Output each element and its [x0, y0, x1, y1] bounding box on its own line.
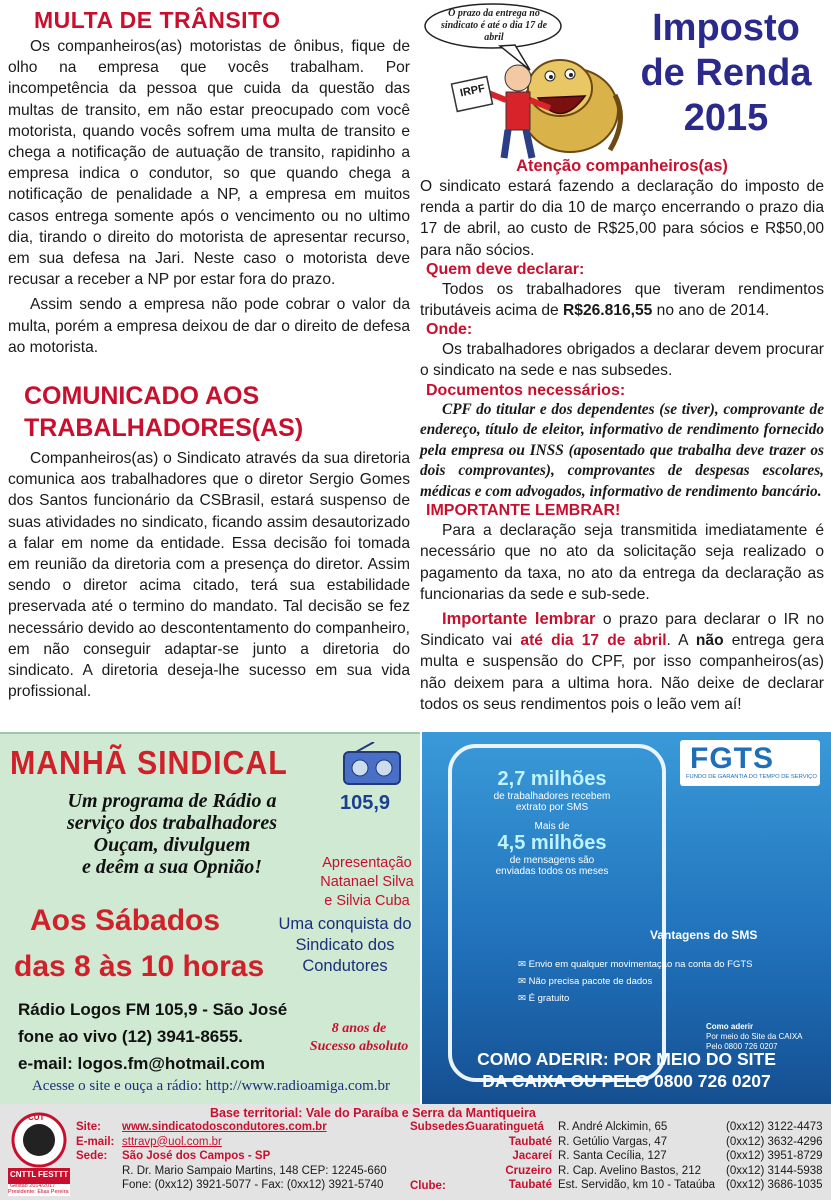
sede-city: São José dos Campos - SP [122, 1150, 271, 1163]
sede-address: R. Dr. Mario Sampaio Martins, 148 CEP: 12245-660 [122, 1164, 387, 1177]
subsede-row [466, 1149, 828, 1164]
email-row [76, 1135, 416, 1150]
site-link[interactable]: www.sindicatodoscondutores.com.br [122, 1121, 327, 1133]
imposto-title-3: 2015 [683, 97, 769, 139]
sede-label: Sede: [76, 1150, 108, 1163]
radio-email: e-mail: logos.fm@hotmail.com [18, 1054, 266, 1073]
fgts-logo-text: FGTS [690, 742, 774, 775]
final-f: entrega gera multa e suspensão do CPF, por isso companheiros(as) não deixem para a ultima hora. Não deixe de declarar todos os seus rendimentos pois o leão vem aí! [420, 632, 825, 713]
vantagem-3 [518, 990, 818, 1007]
logo-cnttl: CNTTL [10, 1170, 37, 1179]
fgts-banner [422, 1048, 831, 1092]
subsede-phone: (0xx12) 3951-8729 [726, 1150, 823, 1163]
fgts-stats [462, 768, 642, 877]
multa-section [8, 4, 410, 358]
radio-station-name: Rádio Logos FM 105,9 - São José [18, 1000, 288, 1019]
vantagens-title: Vantagens do SMS [650, 928, 758, 942]
radio-phone: fone ao vivo (12) 3941-8655. [18, 1027, 243, 1046]
quem-text-a: Todos os trabalhadores que tiveram rendimentos tributáveis acima de [420, 280, 824, 320]
radio-station-info [18, 996, 287, 1077]
logo-cut: CUT [28, 1113, 45, 1122]
subsede-row [466, 1164, 828, 1179]
vantagem-2-text: Não precisa pacote de dados [528, 976, 653, 987]
stat-small-1b: extrato por SMS [515, 802, 589, 813]
anos-1: 8 anos de [331, 1021, 387, 1036]
radio-device-icon [336, 742, 408, 794]
quem-text [420, 279, 824, 321]
subsede-row [466, 1120, 828, 1135]
radio-title: MANHÃ SINDICAL [10, 744, 288, 781]
subsedes-label: Subsedes: [410, 1121, 469, 1133]
imposto-body [420, 156, 824, 715]
subsede-addr: Est. Servidão, km 10 - Tataúba [558, 1179, 716, 1192]
radio-presenters [318, 854, 416, 911]
vantagem-2 [518, 973, 818, 990]
final-b: o prazo para declarar o IR no Sindicato vai [420, 610, 824, 650]
multa-title: MULTA DE TRÂNSITO [34, 7, 281, 33]
union-logo [6, 1110, 72, 1196]
envelope-icon: ✉ [518, 976, 529, 987]
multa-paragraph-1: Os companheiros(as) motoristas de ônibus, fique de olho na empresa que vocês trabalham. Por incompetência da pessoa que cuida da questão das multas de transito, em não estar preocupado com você motorista, quando vocês sofrem uma multa de transito e chega a notificação de autuação de transito, rapidinho a empresa indica o condutor, so que quando chega a notificação de penalidade a NP, a empresa em muitos casos entrega somente após o vencimento ou no ultimo dia, tirando o direito do motorista de apresentar recurso, em sua defesa na Jari. Neste caso o motorista deve recusar a receber a NP por estar fora do prazo. [8, 38, 410, 289]
subsede-phone: (0xx12) 3144-5938 [726, 1164, 823, 1177]
slogan-line-3: Ouçam, divulguem [93, 834, 251, 856]
quem-heading: Quem deve declarar: [426, 260, 585, 278]
logo-gestao: Gestão 2014/2017 [10, 1183, 56, 1189]
aderir-title: Como aderir [706, 1022, 754, 1031]
comunicado-paragraph: Companheiros(as) o Sindicato através da sua diretoria comunica aos trabalhadores que o diretor Sergio Gomes dos Santos funcionário da CSBrasil, estará suspenso de suas atividades no sindicato, ficando assim desautorizado a falar em nome da entidade. Essa decisão foi tomada em reunião da diretoria com a presença do diretor. Assim sendo o diretor acima citado, terá sua estabilidade preservada até o termino do mandato. Tal decisão se fez necessário devido ao descontentamento do companheiro, em não conseguir adaptar-se junto a diretoria do sindicato. A diretoria deseja-lhe sucesso em sua vida profissional. [8, 450, 410, 701]
irpf-label: IRPF [459, 82, 487, 100]
imposto-title-2: de Renda [640, 52, 812, 94]
vantagem-1-text: Envio em qualquer movimentação na conta do FGTS [528, 959, 753, 970]
subsede-city: Taubaté [508, 1135, 552, 1148]
conquista-1: Uma conquista do [278, 915, 412, 933]
vantagem-1 [518, 956, 818, 973]
docs-heading: Documentos necessários: [426, 381, 626, 399]
subsede-city: Jacareí [512, 1150, 552, 1163]
conquista-3: Condutores [302, 957, 388, 975]
radio-slogan [12, 790, 332, 878]
presenters-2: Natanael Silva [320, 874, 414, 890]
lion-cartoon [420, 0, 630, 165]
quem-text-b: no ano de 2014. [652, 302, 770, 320]
docs-text: CPF do titular e dos dependentes (se tiver), comprovante de endereço, título de eleitor, informativo de rendimento fornecido pela empresa ou INSS (aposentado que trabalha deve trazer os dois comprovantes), comprovantes de despesas escolares, médicas e com advogados, informativo de rendimento bancário. [420, 400, 824, 500]
attention-heading: Atenção companheiros(as) [516, 157, 728, 175]
email-link[interactable]: sttravp@uol.com.br [122, 1135, 222, 1148]
clube-label: Clube: [410, 1180, 446, 1192]
radio-horario: das 8 às 10 horas [14, 950, 265, 983]
radio-frequency: 105,9 [340, 792, 391, 814]
envelope-icon: ✉ [518, 993, 529, 1004]
subsede-city: Guaratinguetá [466, 1121, 544, 1133]
radio-site-link[interactable]: Acesse o site e ouça a rádio: http://www.radioamiga.com.br [31, 1078, 391, 1094]
subsede-addr: R. Cap. Avelino Bastos, 212 [558, 1164, 701, 1177]
email-label: E-mail: [76, 1135, 115, 1148]
subsede-city: Taubaté [508, 1179, 552, 1192]
vantagem-3-text: É gratuito [528, 993, 570, 1004]
footer-left-info [76, 1120, 416, 1193]
stat-small-1a: de trabalhadores recebem [493, 791, 611, 802]
vantagens-list [518, 956, 818, 1007]
stat-mais: Mais de [534, 821, 570, 832]
logo-presidente: Presidente: Elias Pereira [8, 1189, 69, 1195]
conquista-2: Sindicato dos [295, 936, 395, 954]
sede-row [76, 1149, 416, 1164]
footer [0, 1104, 831, 1200]
subsede-phone: (0xx12) 3632-4296 [726, 1135, 823, 1148]
subsede-row [466, 1135, 828, 1150]
stat-big-1: 2,7 milhões [497, 768, 607, 790]
subsede-addr: R. Getúlio Vargas, 47 [558, 1135, 668, 1148]
slogan-line-4: e deêm a sua Opnião! [82, 856, 262, 878]
radio-icon [336, 742, 408, 794]
slogan-line-1: Um programa de Rádio a [67, 790, 277, 812]
fgts-logo-sub: FUNDO DE GARANTIA DO TEMPO DE SERVIÇO [686, 774, 817, 780]
radio-anos [300, 1020, 418, 1056]
subsede-row [466, 1178, 828, 1193]
imposto-title-1: Imposto [652, 7, 800, 49]
stat-small-2a: de mensagens são [509, 855, 595, 866]
comunicado-title-1: COMUNICADO AOS [24, 382, 260, 410]
final-text [420, 609, 824, 715]
fgts-ad [422, 732, 831, 1104]
aderir-2: Pelo 0800 726 0207 [706, 1042, 778, 1051]
presenters-3: e Silvia Cuba [324, 893, 410, 909]
site-label: Site: [76, 1121, 101, 1133]
stat-small-2b: enviadas todos os meses [495, 866, 609, 877]
final-nao: não [695, 632, 724, 650]
comunicado-section [8, 380, 410, 702]
speech-bubble-text: O prazo da entrega no sindicato é até o dia 17 de abril [440, 8, 548, 43]
lembrar-text: Para a declaração seja transmitida imediatamente é necessário que no ato da solicitação seja realizado o pagamento da taxa, no ato da entrega da declaração as funcionarias da sede e sub-sede. [420, 522, 824, 603]
subsede-phone: (0xx12) 3686-1035 [726, 1179, 823, 1192]
subsede-phone: (0xx12) 3122-4473 [726, 1121, 823, 1133]
lembrar-heading: IMPORTANTE LEMBRAR! [426, 502, 621, 520]
onde-text: Os trabalhadores obrigados a declarar devem procurar o sindicato na sede e nas subsedes. [420, 341, 824, 380]
final-emph: Importante lembrar [442, 609, 596, 628]
radio-ad [0, 732, 420, 1106]
imposto-intro: O sindicato estará fazendo a declaração do imposto de renda a partir do dia 10 de março encerrando o prazo dia 17 de abril, ao custo de R$25,00 para sócios e R$50,00 para não sócios. [420, 178, 824, 259]
final-date: até dia 17 de abril [520, 632, 667, 650]
imposto-title [622, 6, 830, 141]
subsede-addr: R. André Alckimin, 65 [558, 1121, 668, 1133]
stat-big-2: 4,5 milhões [497, 832, 607, 854]
radio-conquista [272, 914, 418, 977]
banner-line-1: COMO ADERIR: POR MEIO DO SITE [477, 1049, 776, 1069]
slogan-line-2: serviço dos trabalhadores [67, 812, 277, 834]
radio-sabados: Aos Sábados [30, 904, 221, 937]
subsedes-table [466, 1120, 828, 1193]
logo-festtt: FESTTT [38, 1170, 69, 1179]
subsede-city: Cruzeiro [505, 1164, 552, 1177]
base-territorial: Base territorial: Vale do Paraíba e Serra da Mantiqueira [210, 1106, 536, 1120]
presenters-1: Apresentação [322, 855, 412, 871]
anos-2: Sucesso absoluto [309, 1039, 409, 1054]
site-row [76, 1120, 416, 1135]
aderir-1: Por meio do Site da CAIXA [706, 1032, 803, 1041]
quem-value: R$26.816,55 [563, 302, 653, 320]
fgts-logo-box [680, 740, 820, 786]
comunicado-title-2: TRABALHADORES(AS) [24, 414, 304, 442]
multa-paragraph-2: Assim sendo a empresa não pode cobrar o valor da multa, porém a empresa deixou de dar o direito de defesa ao motorista. [8, 296, 410, 356]
subsede-addr: R. Santa Cecília, 127 [558, 1150, 667, 1163]
sede-phone: Fone: (0xx12) 3921-5077 - Fax: (0xx12) 3921-5740 [122, 1179, 384, 1192]
final-d: . A [666, 632, 696, 650]
onde-heading: Onde: [426, 321, 473, 339]
envelope-icon: ✉ [518, 959, 529, 970]
banner-line-2: DA CAIXA OU PELO 0800 726 0207 [482, 1071, 771, 1091]
